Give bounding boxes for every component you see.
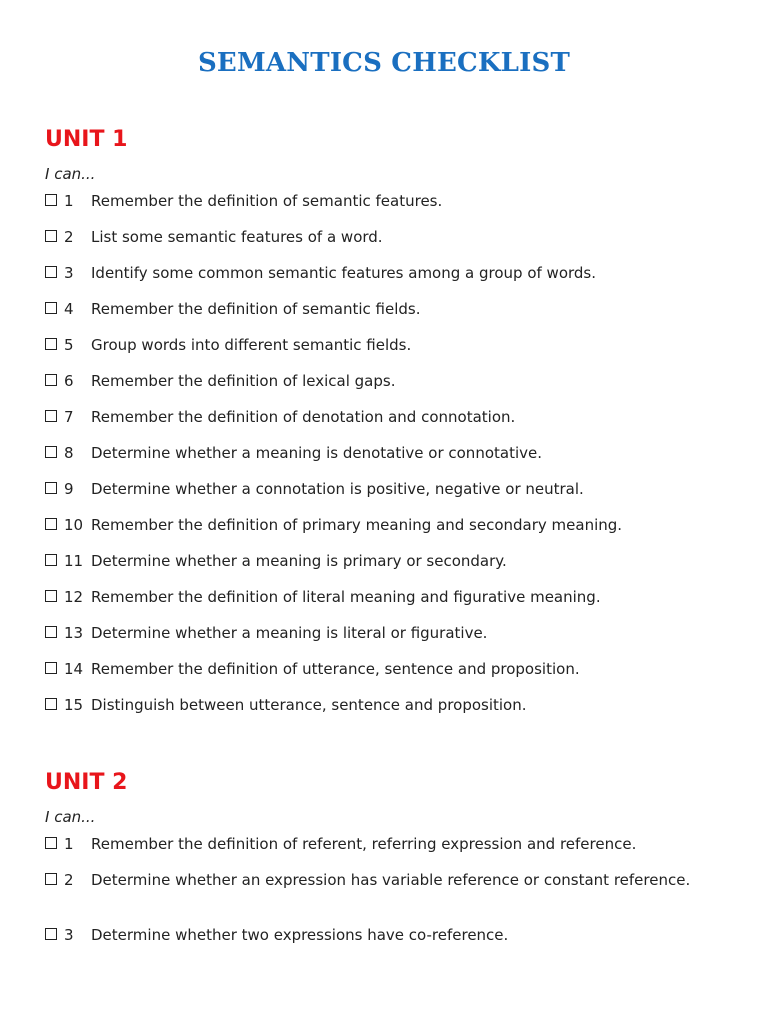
checklist-item[interactable] <box>45 264 735 300</box>
item-number: 13 <box>64 624 84 642</box>
item-text: Remember the definition of lexical gaps. <box>91 372 396 390</box>
unit-heading: UNIT 1 <box>45 127 128 152</box>
item-number: 1 <box>64 835 74 853</box>
checklist-item[interactable] <box>45 372 735 408</box>
item-text: List some semantic features of a word. <box>91 228 383 246</box>
checkbox[interactable] <box>45 873 57 885</box>
checklist-item[interactable] <box>45 624 735 660</box>
checklist-item[interactable] <box>45 336 735 372</box>
checklist-item[interactable] <box>45 300 735 336</box>
checkbox[interactable] <box>45 446 57 458</box>
checklist-item[interactable] <box>45 926 735 962</box>
item-text: Determine whether a meaning is literal or figurative. <box>91 624 488 642</box>
item-text: Determine whether two expressions have co-reference. <box>91 926 509 944</box>
item-number: 14 <box>64 660 84 678</box>
item-text: Identify some common semantic features among a group of words. <box>91 264 596 282</box>
item-text: Remember the definition of denotation and connotation. <box>91 408 516 426</box>
item-text: Remember the definition of literal meaning and figurative meaning. <box>91 588 601 606</box>
checkbox[interactable] <box>45 194 57 206</box>
item-text: Group words into different semantic fields. <box>91 336 412 354</box>
page-title: SEMANTICS CHECKLIST <box>197 48 571 78</box>
item-number: 3 <box>64 264 74 282</box>
checkbox[interactable] <box>45 338 57 350</box>
item-text: Distinguish between utterance, sentence and proposition. <box>91 696 527 714</box>
item-text: Determine whether a meaning is primary or secondary. <box>91 552 507 570</box>
checkbox[interactable] <box>45 928 57 940</box>
unit-intro: I can... <box>45 808 96 826</box>
item-number: 8 <box>64 444 74 462</box>
item-text: Determine whether a connotation is positive, negative or neutral. <box>91 480 584 498</box>
checkbox[interactable] <box>45 554 57 566</box>
item-number: 9 <box>64 480 74 498</box>
item-number: 12 <box>64 588 84 606</box>
item-number: 11 <box>64 552 84 570</box>
checklist-item[interactable] <box>45 696 735 732</box>
item-text: Remember the definition of semantic features. <box>91 192 443 210</box>
checklist-item[interactable] <box>45 480 735 516</box>
checkbox[interactable] <box>45 302 57 314</box>
checkbox[interactable] <box>45 518 57 530</box>
checkbox[interactable] <box>45 698 57 710</box>
checkbox[interactable] <box>45 482 57 494</box>
checklist-item[interactable] <box>45 444 735 480</box>
item-number: 7 <box>64 408 74 426</box>
checklist-item[interactable] <box>45 228 735 264</box>
unit-section <box>45 124 735 732</box>
unit-intro: I can... <box>45 165 96 183</box>
item-text: Remember the definition of semantic fields. <box>91 300 421 318</box>
checklist-item[interactable] <box>45 871 735 926</box>
item-number: 1 <box>64 192 74 210</box>
item-number: 15 <box>64 696 84 714</box>
checklist-item[interactable] <box>45 192 735 228</box>
checklist-item[interactable] <box>45 552 735 588</box>
checklist-item[interactable] <box>45 516 735 552</box>
item-number: 2 <box>64 871 74 889</box>
checklist-item[interactable] <box>45 660 735 696</box>
item-number: 3 <box>64 926 74 944</box>
item-number: 4 <box>64 300 74 318</box>
checkbox[interactable] <box>45 837 57 849</box>
checklist-item[interactable] <box>45 408 735 444</box>
item-number: 10 <box>64 516 84 534</box>
item-text: Determine whether a meaning is denotative or connotative. <box>91 444 542 462</box>
item-text: Remember the definition of referent, referring expression and reference. <box>91 835 637 853</box>
checklist-item[interactable] <box>45 588 735 624</box>
item-number: 5 <box>64 336 74 354</box>
checkbox[interactable] <box>45 230 57 242</box>
item-number: 2 <box>64 228 74 246</box>
item-text: Remember the definition of primary meaning and secondary meaning. <box>91 516 623 534</box>
checkbox[interactable] <box>45 662 57 674</box>
item-number: 6 <box>64 372 74 390</box>
checklist-item[interactable] <box>45 835 735 871</box>
checkbox[interactable] <box>45 410 57 422</box>
item-text: Determine whether an expression has variable reference or constant reference. <box>91 871 691 889</box>
checkbox[interactable] <box>45 374 57 386</box>
checkbox[interactable] <box>45 266 57 278</box>
checkbox[interactable] <box>45 626 57 638</box>
item-text: Remember the definition of utterance, sentence and proposition. <box>91 660 580 678</box>
unit-section <box>45 767 735 962</box>
checkbox[interactable] <box>45 590 57 602</box>
unit-heading: UNIT 2 <box>45 770 128 795</box>
